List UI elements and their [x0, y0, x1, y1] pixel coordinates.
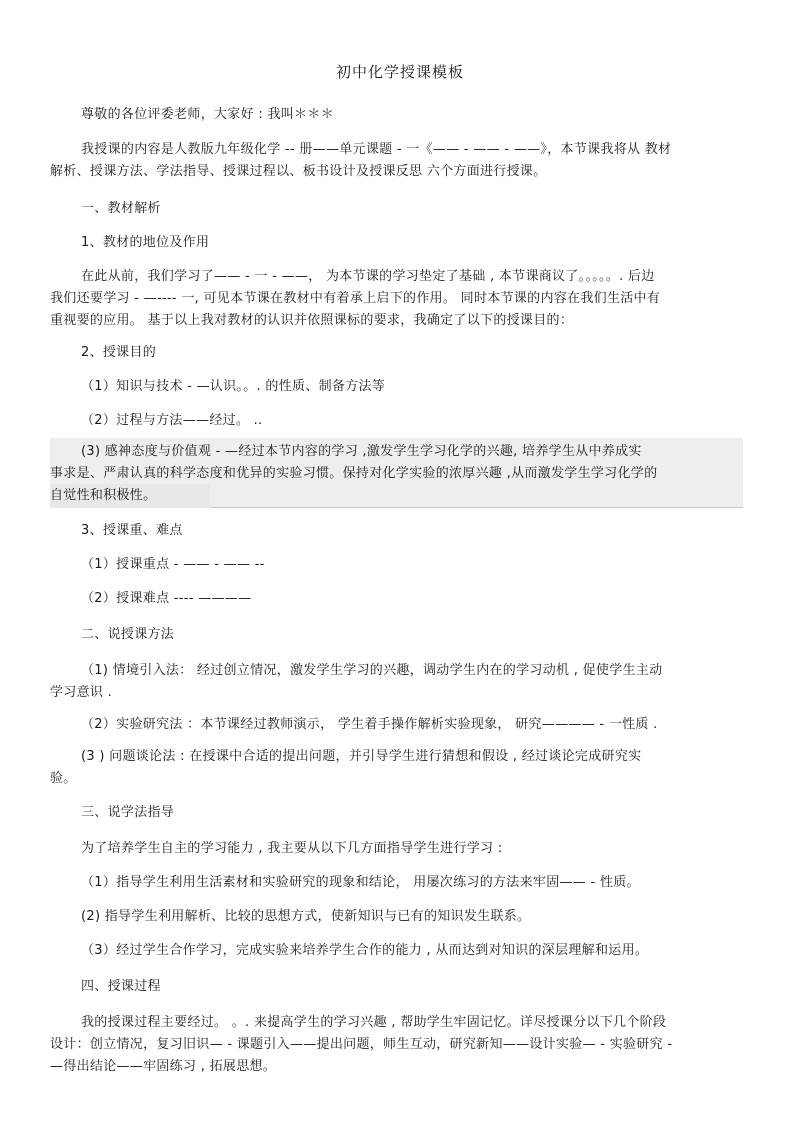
paragraph-line: 我们还要学习 - —---- 一, 可见本节课在教材中有着承上启下的作用。 同时本节课的内容在我们生活中有 [50, 291, 661, 306]
subsection-1-3-heading [50, 520, 758, 542]
section-2-heading [50, 624, 758, 646]
subsection-heading: 3、授课重、难点 [81, 523, 183, 538]
method-line: 学习意识 . [50, 685, 113, 700]
section-heading: 一、教材解析 [81, 201, 161, 216]
subsection-heading: 1、教材的地位及作用 [81, 235, 210, 250]
method-3 [50, 746, 758, 790]
goal-2 [50, 410, 758, 432]
method-line: (3 ) 问题谈论法 : 在授课中合适的提出问题，并引导学生进行猜想和假设 , 经过谈论完成研究实 [81, 749, 642, 764]
section-heading: 三、说学法指导 [81, 805, 175, 820]
goal-item: （1）知识与技术 - —认识。。. 的性质、制备方法等 [81, 379, 386, 394]
goal-line: (3) 感神态度与价值观 - —经过本节内容的学习 ,激发学生学习化学的兴趣, 培养学生从中养成实 [81, 444, 642, 459]
method-line: （1) 情境引入法： 经过创立情况，激发学生学习的兴趣，调动学生内在的学习动机 , 促使学生主动 [81, 663, 663, 678]
greeting [50, 104, 758, 126]
section-3-heading [50, 802, 758, 824]
section-1-heading [50, 198, 758, 220]
subsection-heading: 2、授课目的 [81, 345, 157, 360]
paragraph-line: 设计：创立情况，复习旧识— - 课题引入——提出问题，师生互动，研究新知——设计实验— - 实验研究 - [50, 1037, 673, 1052]
key-point-1 [50, 554, 758, 576]
intro-line-1: 我授课的内容是人教版九年级化学 -- 册——单元课题 - 一《—— - —— - ——》，本节课我将从 教材 [81, 142, 672, 157]
paragraph-line: —得出结论——牢固练习 , 拓展思想。 [50, 1059, 277, 1074]
paragraph-line: 在此从前，我们学习了—— - 一 - ——， 为本节课的学习垫定了基础 , 本节课商议了。。。。。. 后边 [81, 269, 655, 284]
intro-line-2: 解析、授课方法、学法指导、授课过程以、板书设计及授课反思 六个方面进行授课。 [50, 164, 547, 179]
goal-line: 自觉性和积极性。 [50, 488, 157, 503]
section-heading: 四、授课过程 [81, 979, 161, 994]
key-point-item: （1）授课重点 - —— - —— -- [81, 557, 265, 572]
study-guide-1 [50, 872, 758, 894]
subsection-1-2-heading [50, 342, 758, 364]
goal-item: （2）过程与方法——经过。 .. [81, 413, 263, 428]
key-point-2 [50, 588, 758, 610]
paragraph-line: 为了培养学生自主的学习能力 , 我主要从以下几方面指导学生进行学习 : [81, 841, 503, 856]
textbook-position-paragraph [50, 266, 758, 332]
method-line: （2）实验研究法 ：本节课经过教师演示， 学生着手操作解析实验现象， 研究———— - 一性质 . [81, 717, 658, 732]
document-title: 初中化学授课模板 [335, 63, 464, 81]
goal-1 [50, 376, 758, 398]
subsection-1-1-heading [50, 232, 758, 254]
study-guide-2 [50, 906, 758, 928]
method-2 [50, 714, 758, 736]
method-1 [50, 660, 758, 704]
guide-item: （1）指导学生利用生活素材和实验研究的现象和结论， 用屡次练习的方法来牢固—— - 性质。 [81, 875, 640, 890]
key-point-item: （2）授课难点 ---- ———— [81, 591, 252, 606]
section-4-heading [50, 976, 758, 998]
guide-item: (2) 指导学生利用解析、比较的思想方式，使新知识与已有的知识发生联系。 [81, 909, 531, 924]
study-guide-3 [50, 940, 758, 962]
goal-3 [50, 441, 758, 507]
teaching-process-paragraph [50, 1012, 758, 1078]
goal-line: 事求是、严肃认真的科学态度和优异的实验习惯。保持对化学实验的浓厚兴趣 ,从而激发学生学习化学的 [50, 466, 658, 481]
intro-paragraph [50, 139, 758, 183]
greeting-line: 尊敬的各位评委老师，大家好 : 我叫＊＊＊ [81, 107, 334, 122]
paragraph-line: 重视要的应用。 基于以上我对教材的认识并依照课标的要求，我确定了以下的授课目的： [50, 313, 574, 328]
study-guide-intro [50, 838, 758, 860]
section-heading: 二、说授课方法 [81, 627, 175, 642]
paragraph-line: 我的授课过程主要经过。 。. 来提高学生的学习兴趣 , 帮助学生牢固记忆。详尽授课分以下几个阶段 [81, 1015, 667, 1030]
guide-item: （3）经过学生合作学习，完成实验来培养学生合作的能力 , 从而达到对知识的深层理解和运用。 [81, 943, 649, 958]
method-line: 验。 [50, 771, 77, 786]
